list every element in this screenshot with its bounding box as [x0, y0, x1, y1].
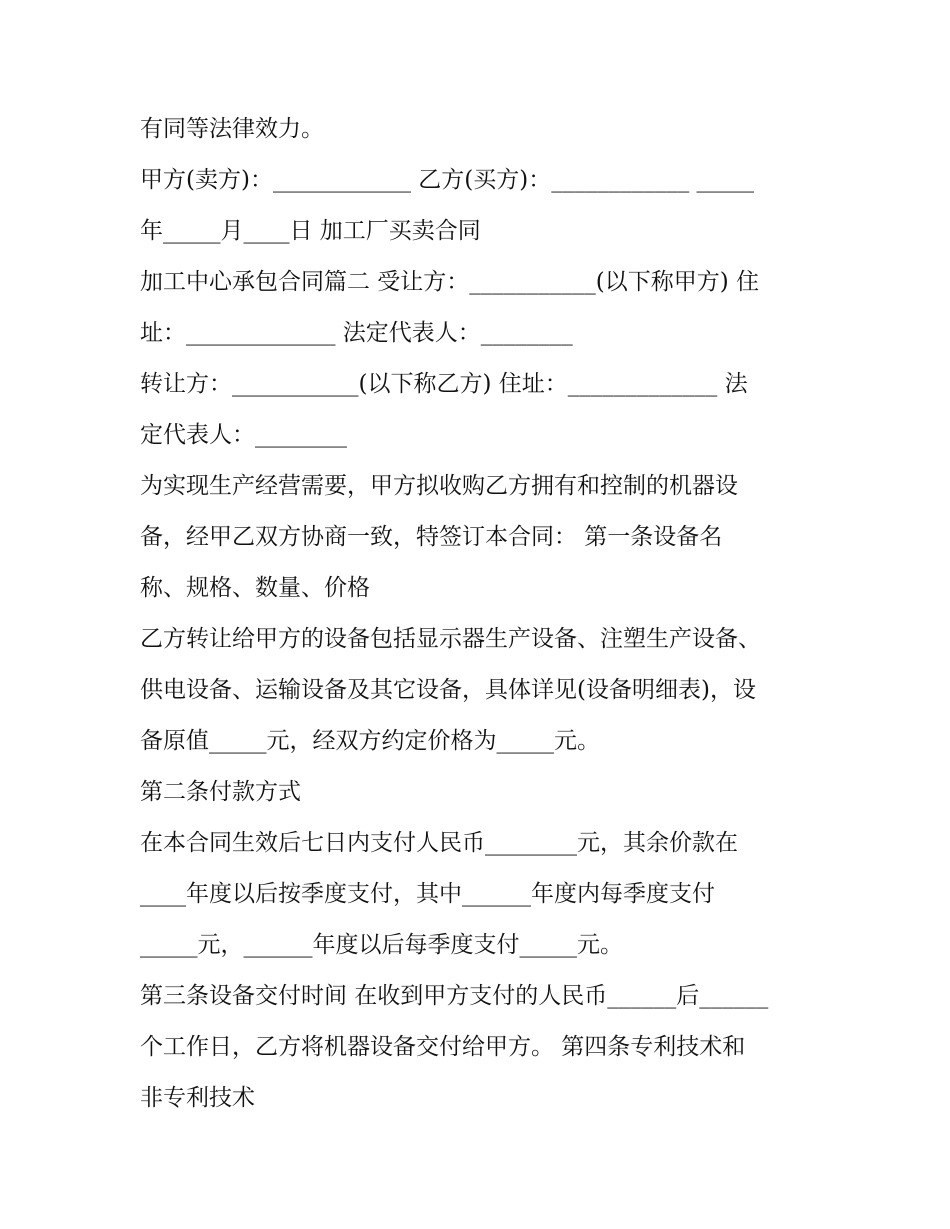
text-line: 年_____月____日 加工厂买卖合同	[140, 218, 481, 244]
text-line: 乙方转让给甲方的设备包括显示器生产设备、注塑生产设备、	[140, 626, 761, 652]
text-line: 第三条设备交付时间 在收到甲方支付的人民币______后______	[140, 983, 769, 1009]
text-line: 非专利技术	[140, 1085, 255, 1111]
text-line: ____年度以后按季度支付，其中______年度内每季度支付	[140, 881, 715, 907]
document-body	[140, 104, 820, 1124]
text-line: 甲方(卖方)：____________ 乙方(买方)：____________ _____	[140, 167, 755, 193]
text-line: 备原值_____元，经双方约定价格为_____元。	[140, 728, 600, 754]
text-line: 供电设备、运输设备及其它设备，具体详见(设备明细表)，设	[140, 677, 756, 703]
text-line: 有同等法律效力。	[140, 116, 324, 142]
text-line: 在本合同生效后七日内支付人民币________元，其余价款在	[140, 830, 738, 856]
text-line: 址：_____________ 法定代表人：________	[140, 320, 573, 346]
text-line: 备，经甲乙双方协商一致，特签订本合同： 第一条设备名	[140, 524, 723, 550]
text-line: 个工作日，乙方将机器设备交付给甲方。 第四条专利技术和	[140, 1034, 746, 1060]
text-line: 转让方：___________(以下称乙方) 住址：_____________ 法	[140, 371, 748, 397]
text-line: 为实现生产经营需要，甲方拟收购乙方拥有和控制的机器设	[140, 473, 738, 499]
text-line: 定代表人：________	[140, 422, 347, 448]
text-line: 加工中心承包合同篇二 受让方：___________(以下称甲方) 住	[140, 269, 760, 295]
text-line: _____元，______年度以后每季度支付_____元。	[140, 932, 623, 958]
text-line: 第二条付款方式	[140, 779, 301, 805]
text-line: 称、规格、数量、价格	[140, 575, 370, 601]
